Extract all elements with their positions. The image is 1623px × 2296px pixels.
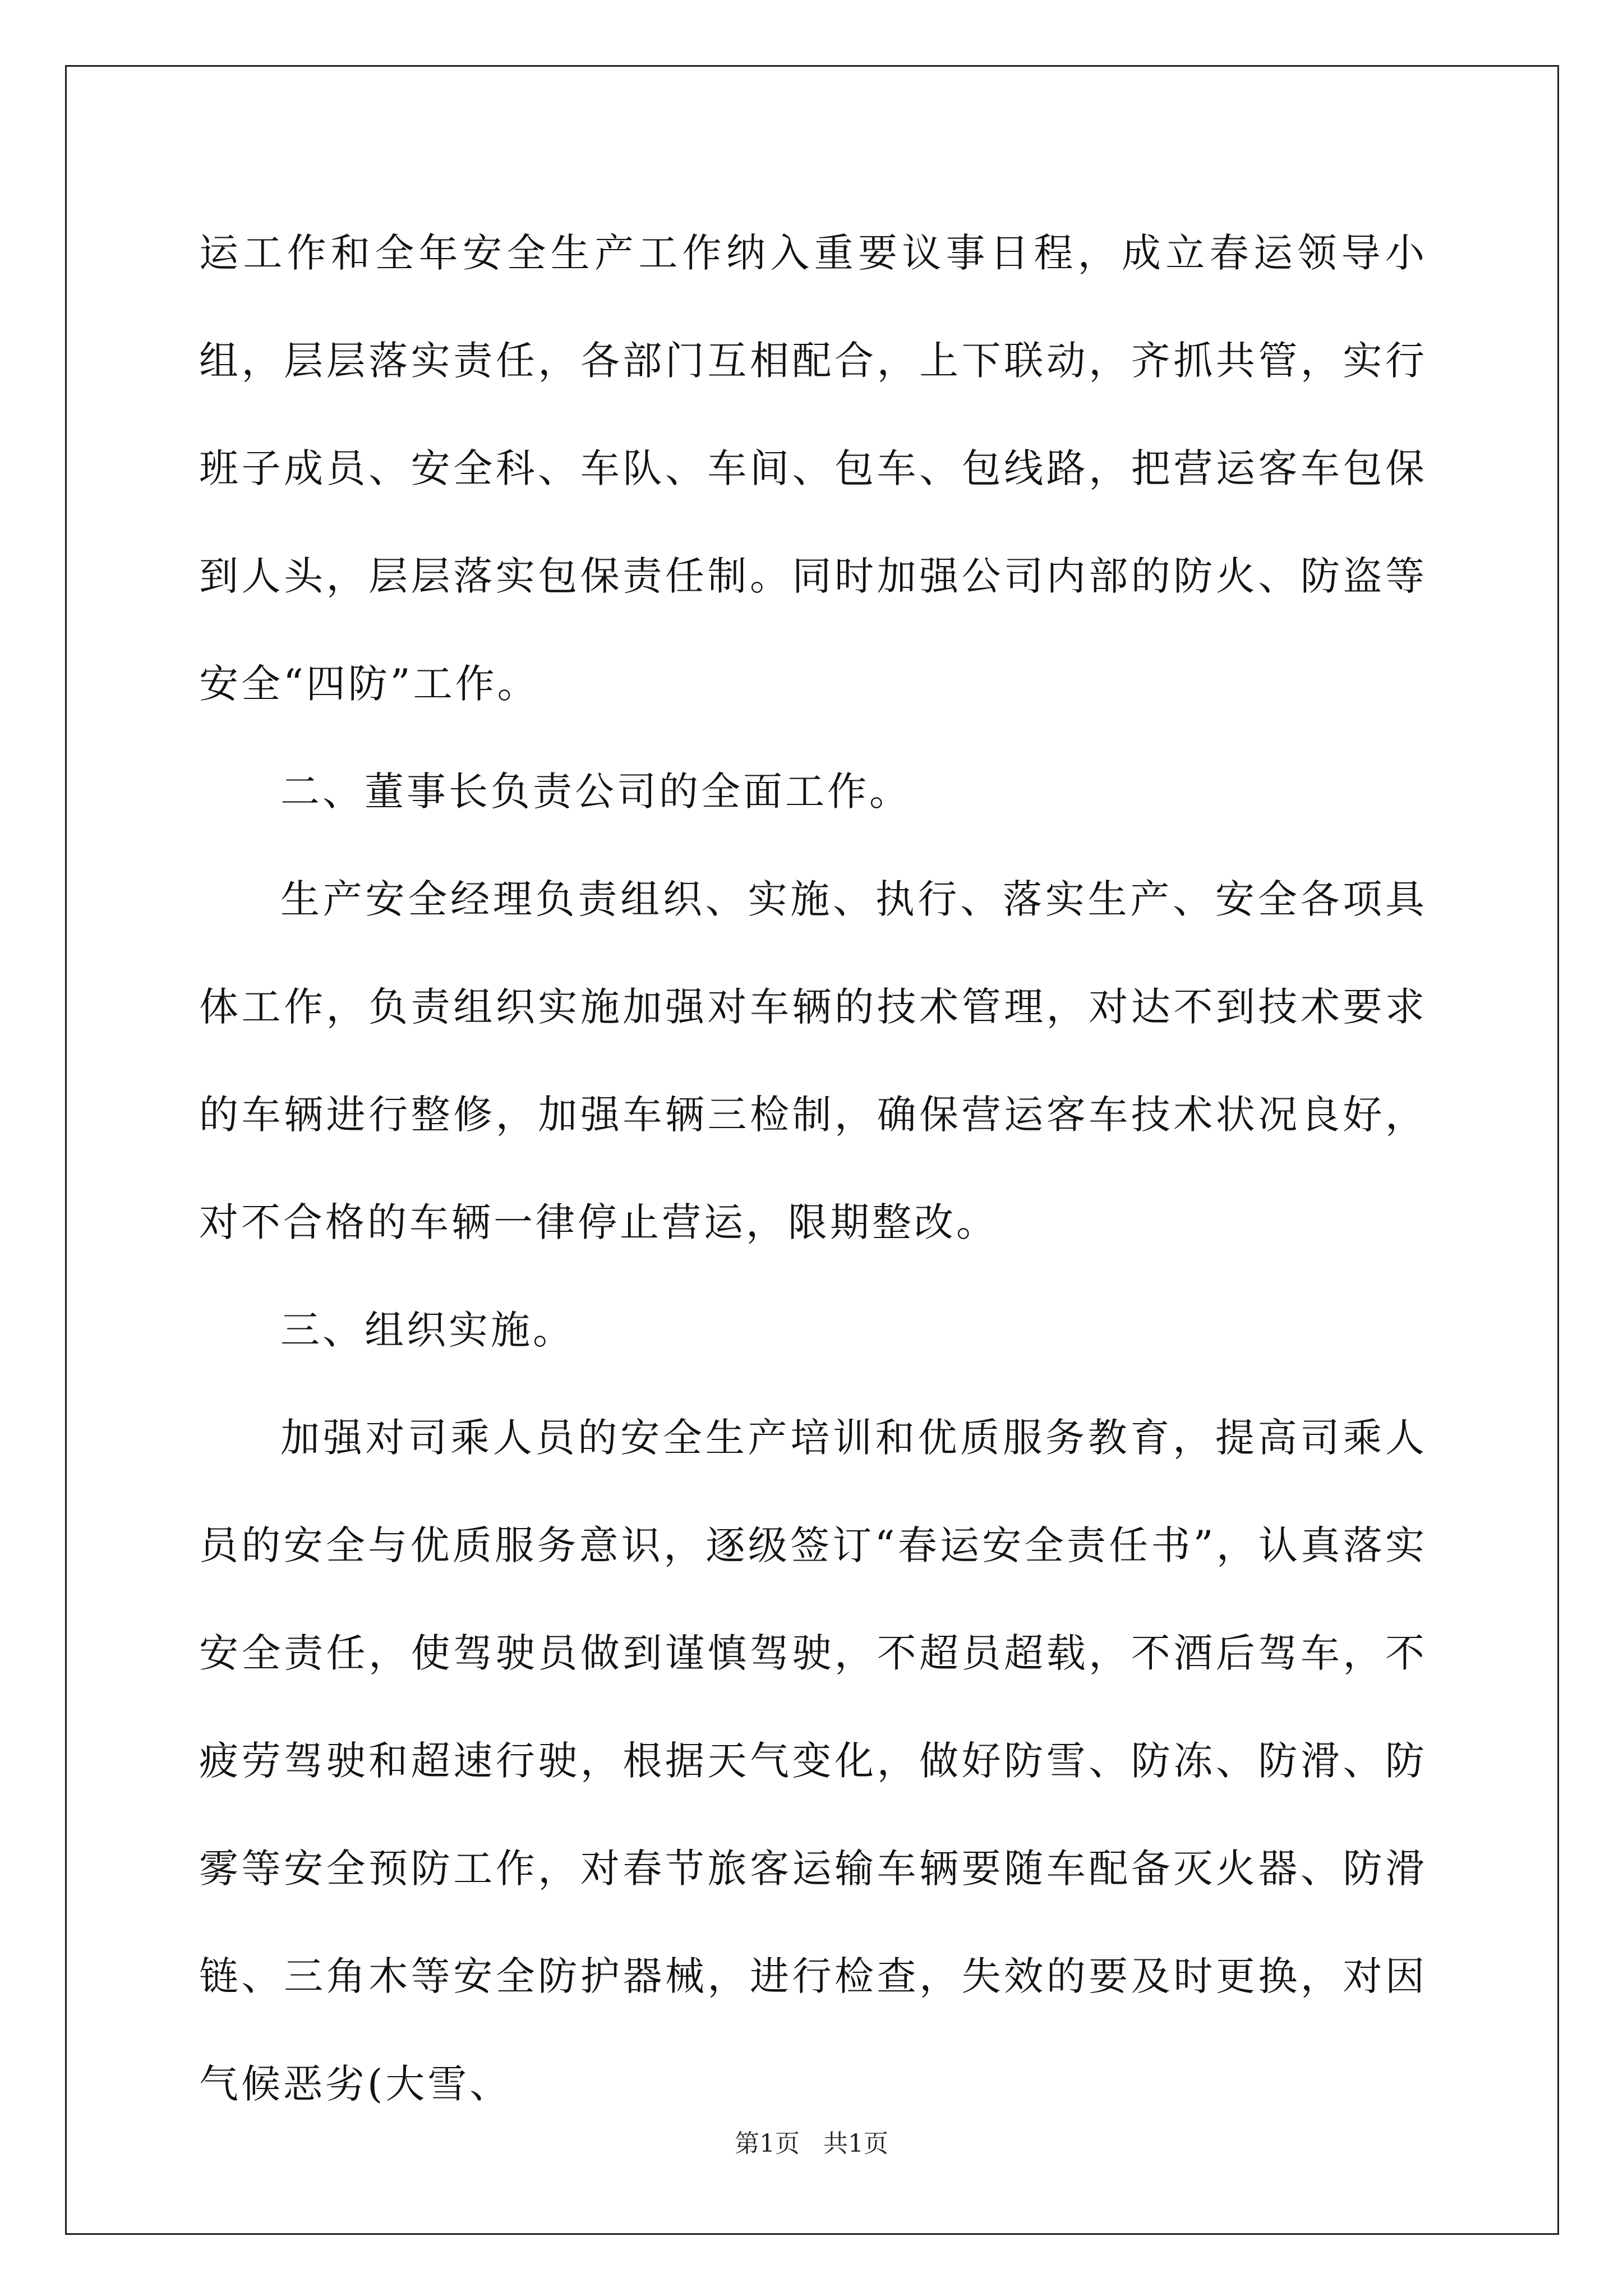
paragraph-3: 生产安全经理负责组织、实施、执行、落实生产、安全各项具体工作，负责组织实施加强对车辆的技术管理，对达不到技术要求的车辆进行整修，加强车辆三检制，确保营运客车技术状况良好，对不合格的车辆一律停止营运，限期整改。 — [199, 876, 1427, 1245]
paragraph-5: 加强对司乘人员的安全生产培训和优质服务教育，提高司乘人员的安全与优质服务意识，逐级签订“春运安全责任书”，认真落实安全责任，使驾驶员做到谨慎驾驶，不超员超载，不酒后驾车，不疲劳驾驶和超速行驶，根据天气变化，做好防雪、防冻、防滑、防雾等安全预防工作，对春节旅客运输车辆要随车配备灭火器、防滑链、三角木等安全防护器械，进行检查，失效的要及时更换，对因气候恶劣(大雪、 — [199, 1415, 1427, 2107]
paragraph-1: 运工作和全年安全生产工作纳入重要议事日程，成立春运领导小组，层层落实责任，各部门互相配合，上下联动，齐抓共管，实行班子成员、安全科、车队、车间、包车、包线路，把营运客车包保到人头，层层落实包保责任制。同时加强公司内部的防火、防盗等安全“四防”工作。 — [199, 230, 1427, 707]
page-footer — [0, 2127, 1623, 2161]
footer-gap — [800, 2129, 823, 2158]
paragraph-2-heading: 二、董事长负责公司的全面工作。 — [280, 769, 911, 815]
paragraph-4-heading: 三、组织实施。 — [280, 1307, 575, 1353]
page-total: 共1页 — [823, 2129, 888, 2158]
page-number: 第1页 — [735, 2129, 800, 2158]
document-body — [199, 199, 1427, 2138]
